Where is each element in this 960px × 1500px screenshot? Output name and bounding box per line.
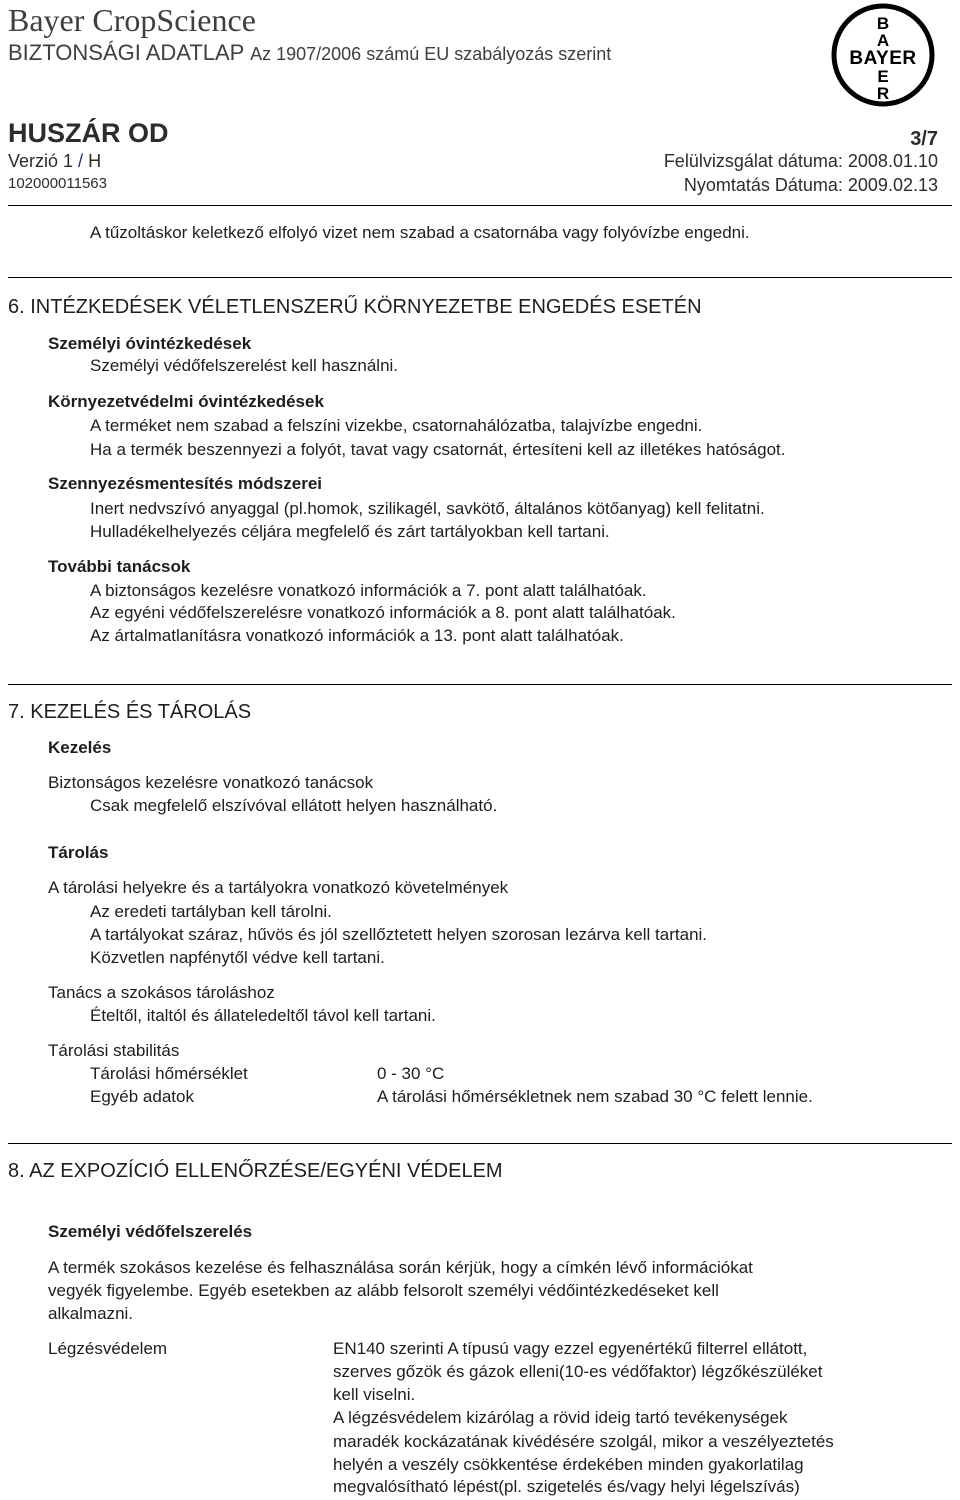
cleanup-methods-heading: Szennyezésmentesítés módszerei — [48, 474, 323, 493]
common-storage-subheading: Tanács a szokásos tároláshoz — [48, 983, 275, 1002]
other-data-value: A tárolási hőmérsékletnek nem szabad 30 °C felett lennie. — [377, 1087, 813, 1106]
ppe-heading: Személyi védőfelszerelés — [48, 1222, 253, 1241]
version-label: Verzió 1 — [8, 151, 74, 171]
section-7-title: 7. KEZELÉS ÉS TÁROLÁS — [8, 701, 252, 723]
respiratory-protection-text-6: helyén a veszély csökkentése érdekében minden gyakorlatilag — [333, 1455, 804, 1474]
print-date: Nyomtatás Dátuma: 2009.02.13 — [683, 175, 938, 195]
section-6-divider — [8, 277, 952, 278]
respiratory-protection-text-3: kell viselni. — [333, 1385, 416, 1404]
version-info — [8, 151, 101, 172]
logo-letter-e: E — [877, 67, 889, 86]
logo-letter-a: A — [876, 31, 890, 50]
respiratory-protection-text-4: A légzésvédelem kizárólag a rövid ideig tartó tevékenységek — [333, 1408, 788, 1427]
storage-stability-subheading: Tárolási stabilitás — [48, 1041, 180, 1060]
respiratory-protection-text-7: megvalósítható lépést(pl. szigetelés és/vagy helyi légelszívás) — [333, 1477, 800, 1496]
further-advice-text-3: Az ártalmatlanításra vonatkozó információk a 13. pont alatt találhatóak. — [90, 626, 624, 645]
header-divider — [8, 205, 952, 206]
respiratory-protection-text-2: szerves gőzök és gázok elleni(10-es védőfaktor) légzőkészüléket — [333, 1362, 823, 1381]
further-advice-heading: További tanácsok — [48, 557, 191, 576]
document-title-main: BIZTONSÁGI ADATLAP — [8, 40, 244, 65]
logo-letter-bottom: R — [876, 84, 890, 103]
brand-name: Bayer CropScience — [8, 2, 256, 38]
logo-word: BAYER — [849, 48, 917, 69]
handling-heading: Kezelés — [48, 738, 112, 757]
cleanup-methods-text-2: Hulladékelhelyezés céljára megfelelő és zárt tartályokban kell tartani. — [90, 522, 610, 541]
version-slash: / — [73, 151, 89, 171]
storage-requirements-subheading: A tárolási helyekre és a tartályokra vonatkozó követelmények — [48, 878, 509, 897]
section-6-title: 6. INTÉZKEDÉSEK VÉLETLENSZERŰ KÖRNYEZETBE ENGEDÉS ESETÉN — [8, 296, 702, 318]
common-storage-text: Ételtől, italtól és állateledeltől távol kell tartani. — [90, 1006, 436, 1025]
document-title — [8, 40, 611, 66]
personal-precautions-text: Személyi védőfelszerelést kell használni. — [90, 356, 399, 375]
page-number: 3/7 — [910, 128, 938, 150]
firefighting-water-note: A tűzoltáskor keletkező elfolyó vizet nem szabad a csatornába vagy folyóvízbe engedni. — [90, 223, 750, 242]
respiratory-protection-label: Légzésvédelem — [48, 1339, 168, 1358]
respiratory-protection-text-5: maradék kockázatának kivédésére szolgál, mikor a veszélyeztetés — [333, 1432, 834, 1451]
further-advice-text-1: A biztonságos kezelésre vonatkozó információk a 7. pont alatt találhatóak. — [90, 581, 647, 600]
ppe-text-2: vegyék figyelembe. Egyéb esetekben az alább felsorolt személyi védőintézkedéseket kell — [48, 1281, 719, 1300]
other-data-label: Egyéb adatok — [90, 1087, 194, 1106]
section-8-title: 8. AZ EXPOZÍCIÓ ELLENŐRZÉSE/EGYÉNI VÉDELEM — [8, 1160, 503, 1182]
environmental-precautions-text-2: Ha a termék beszennyezi a folyót, tavat vagy csatornát, értesíteni kell az illetékes hatóságot. — [90, 440, 786, 459]
storage-text-3: Közvetlen napfénytől védve kell tartani. — [90, 948, 385, 967]
storage-temperature-label: Tárolási hőmérséklet — [90, 1064, 248, 1083]
handling-text: Csak megfelelő elszívóval ellátott helyen használható. — [90, 796, 498, 815]
section-8-divider — [8, 1143, 952, 1144]
storage-text-2: A tartályokat száraz, hűvös és jól szellőztetett helyen szorosan lezárva kell tartani. — [90, 925, 708, 944]
storage-temperature-value: 0 - 30 °C — [377, 1064, 445, 1083]
section-7-divider — [8, 684, 952, 685]
personal-precautions-heading: Személyi óvintézkedések — [48, 334, 252, 353]
logo-letter-top: B — [876, 14, 890, 33]
revision-date: Felülvizsgálat dátuma: 2008.01.10 — [663, 151, 938, 171]
cleanup-methods-text-1: Inert nedvszívó anyaggal (pl.homok, szilikagél, savkötő, általános kötőanyag) kell felitatni. — [90, 499, 765, 518]
product-code: 102000011563 — [8, 175, 107, 192]
document-subtitle: Az 1907/2006 számú EU szabályozás szerint — [250, 44, 612, 64]
environmental-precautions-heading: Környezetvédelmi óvintézkedések — [48, 392, 324, 411]
bayer-cross-logo — [830, 2, 936, 108]
storage-text-1: Az eredeti tartályban kell tárolni. — [90, 902, 332, 921]
version-language: H — [88, 151, 102, 171]
environmental-precautions-text-1: A terméket nem szabad a felszíni vizekbe, csatornahálózatba, talajvízbe engedni. — [90, 416, 703, 435]
storage-heading: Tárolás — [48, 843, 109, 862]
handling-subheading: Biztonságos kezelésre vonatkozó tanácsok — [48, 773, 374, 792]
product-name: HUSZÁR OD — [8, 118, 169, 148]
respiratory-protection-text-1: EN140 szerinti A típusú vagy ezzel egyenértékű filterrel ellátott, — [333, 1339, 808, 1358]
ppe-text-3: alkalmazni. — [48, 1304, 134, 1323]
further-advice-text-2: Az egyéni védőfelszerelésre vonatkozó információk a 8. pont alatt találhatóak. — [90, 603, 676, 622]
ppe-text-1: A termék szokásos kezelése és felhasználása során kérjük, hogy a címkén lévő információkat — [48, 1258, 753, 1277]
